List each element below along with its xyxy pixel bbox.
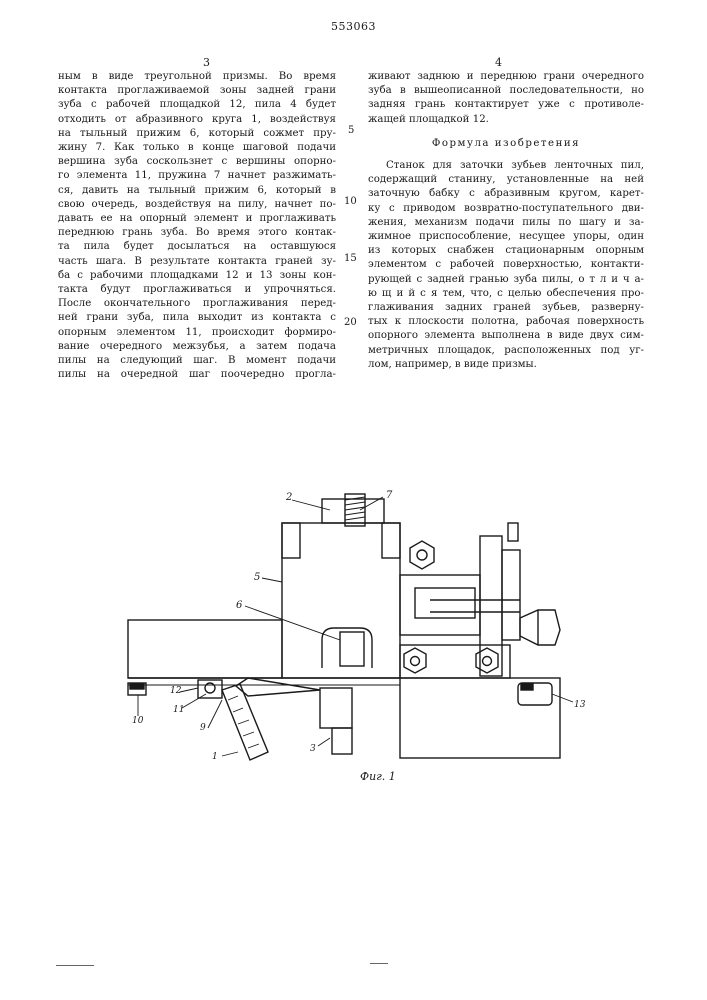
label-1: 1 [212,752,218,762]
left-rail [128,620,282,678]
text-line: го элемента 11, пружина 7 начнет разжимать- [58,170,336,182]
slide-shaft [415,588,475,618]
right-column-number: 4 [495,56,502,69]
text-line: на тыльный прижим 6, который сожмет пру- [58,127,336,139]
text-line: вание очередного межзубья, а затем подача [58,340,336,352]
text-line: та пила будет досылаться на оставшуюся [58,241,336,253]
formula-heading: Формула изобретения [431,137,581,149]
text-line: ным в виде треугольной призмы. Во время [58,71,336,82]
text-line: задняя грань контактирует уже с противоле- [368,99,644,111]
body-notch-right [382,523,400,558]
clamp-insert [340,632,364,666]
patent-number: 553063 [331,20,376,33]
label-6: 6 [236,600,243,611]
label-9: 9 [200,723,206,733]
label-10: 10 [132,716,144,726]
label-11: 11 [173,705,185,715]
text-line: ба с рабочими площадками 12 и 13 зоны кон- [58,269,336,281]
text-line: Станок для заточки зубьев ленточных пил, [386,160,644,172]
text-line: из которых снабжен стационарным опорным [368,245,644,257]
line-number: 20 [344,317,357,328]
hex-nut-upper [410,541,434,569]
text-line: рующей с задней гранью зуба пилы, о т л и ч а- [368,273,644,285]
text-line: свою очередь, воздействуя на пилу, начнет по- [58,198,336,210]
carriage-block-3 [320,688,352,728]
text-line: контакта проглаживаемой зоны задней грани [58,85,336,97]
text-line: отходить от абразивного круга 1, воздействуя [58,113,336,125]
left-column-number: 3 [203,56,210,69]
hex-nut-lower-right [476,648,498,673]
right-base-block [400,678,560,758]
text-line: лом, например, в виде призмы. [368,358,537,370]
right-carriage [400,575,480,635]
text-line: заточную бабку с абразивным кругом, карет- [368,188,644,200]
text-line: ся, давить на тыльный прижим 6, который в [58,184,336,196]
text-line: глаживания задних граней зубьев, разверну- [368,302,644,314]
label-7: 7 [386,490,393,501]
body-notch-left [282,523,300,558]
figure-caption: Фиг. 1 [360,770,396,783]
support-pad [521,684,533,690]
text-line: После окончательного проглаживания перед- [58,298,336,310]
text-line: ю щ и й с я тем, что, с целью обеспечения про- [368,287,644,299]
line-number: 10 [344,196,357,207]
text-line: такта будут проглаживаться и упрочняться. [58,284,336,296]
text-line: переднюю грань зуба. Во время этого контак- [58,227,336,239]
text-line: содержащий станину, установленные на ней [368,174,644,186]
saw-tooth [236,678,320,696]
carriage-lower [332,728,352,754]
lever-top [508,523,518,541]
text-line: опорным элементом 11, происходит формиро- [58,326,336,338]
lower-clamp-block [400,645,510,678]
text-line: элементом с рабочей поверхностью, контакти- [368,259,644,271]
page-mark-left [56,965,94,966]
text-line: метричных площадок, расположенных под уг- [368,344,644,356]
lever-arm [502,550,520,640]
label-2: 2 [286,492,293,503]
small-block-pad [130,684,144,689]
text-line: ку с приводом возвратно-поступательного дви- [368,202,644,214]
handle [520,610,560,645]
text-line: опорного элемента выполнена в виде двух сим- [368,330,644,342]
text-line: жину 7. Как только в конце шаговой подачи [58,142,336,154]
text-line: давать ее на опорный элемент и проглаживать [58,213,336,225]
text-line: пилы на очередной шаг поочередно прогла- [58,369,336,381]
label-13: 13 [574,700,586,710]
text-line: часть шага. В результате контакта граней зу- [58,255,336,267]
text-line: жащей площадкой 12. [368,113,489,125]
text-line: зуба с рабочей площадкой 12, пила 4 будет [58,99,336,111]
page-mark-center [370,963,388,964]
text-line: жения, механизм подачи пилы по шагу и за- [368,216,644,228]
text-line: жимное приспособление, несущее упоры, один [368,231,644,243]
text-line: тых к плоскости полотна, рабочая поверхность [368,316,644,328]
text-line: пилы на следующий шаг. В момент подачи [58,355,336,367]
top-block-2 [322,499,384,523]
text-line: живают заднюю и переднюю грани очередного [368,71,644,82]
label-3: 3 [310,744,316,754]
hex-nut-lower-left [404,648,426,673]
label-5: 5 [254,572,261,583]
text-line: ней грани зуба, пила выходит из контакта с [58,312,336,324]
text-line: зуба в вышеописанной последовательности, но [368,85,644,97]
text-line: вершина зуба соскользнет с вершины опорно- [58,156,336,168]
line-number: 15 [344,253,357,264]
line-number: 5 [348,125,355,136]
label-12: 12 [170,686,182,696]
